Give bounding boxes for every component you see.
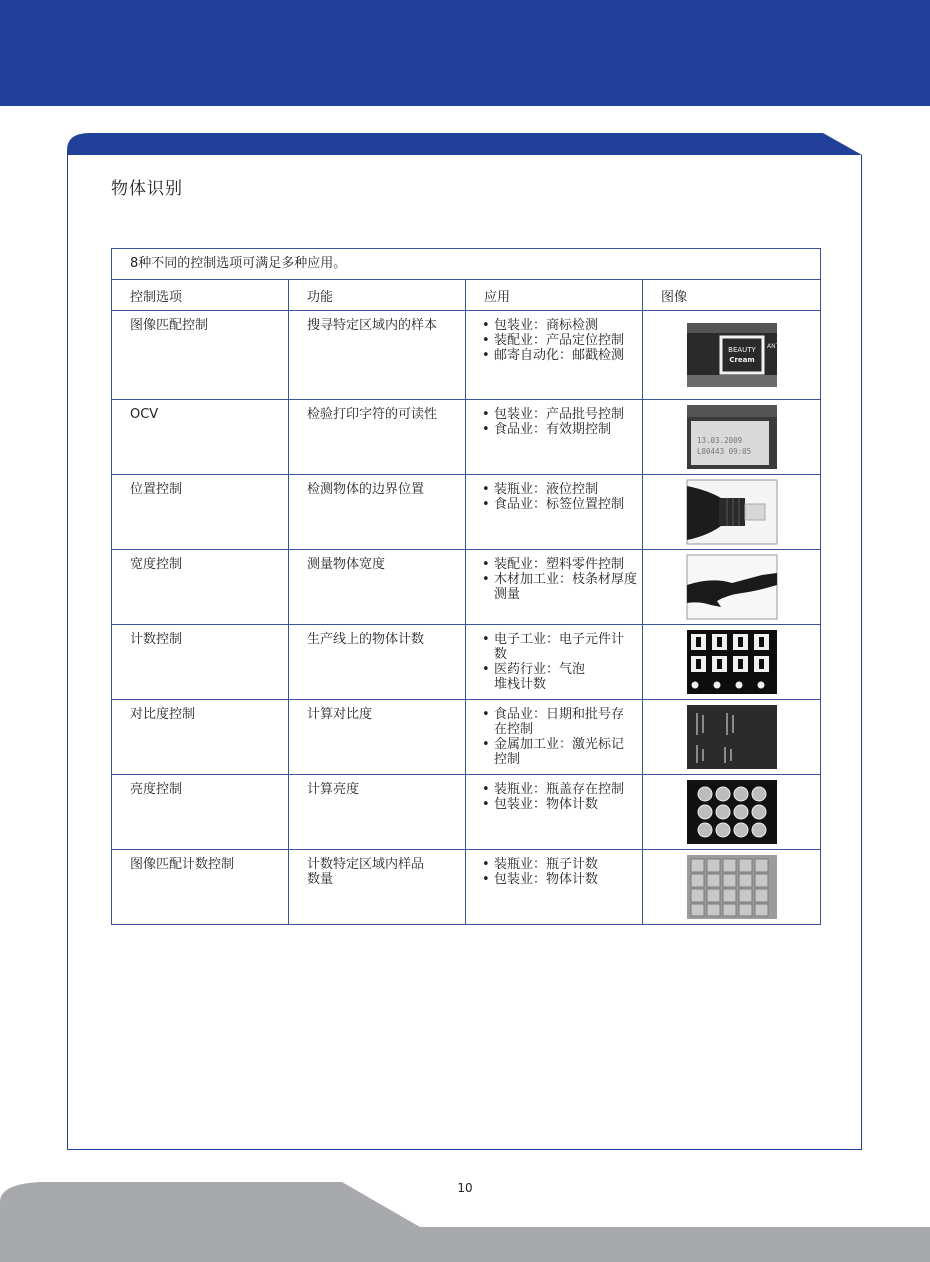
function-cell: 生产线上的物体计数 <box>307 632 425 647</box>
list-item: • 邮寄自动化：邮戳检测 <box>482 348 642 363</box>
table-caption-row <box>112 249 821 280</box>
header-image: 图像 <box>643 280 821 311</box>
image-label: ANT <box>766 343 779 350</box>
list-item: • 装瓶业：液位控制 <box>482 482 642 497</box>
application-list <box>466 550 642 602</box>
option-cell: 宽度控制 <box>130 557 183 572</box>
application-list <box>466 625 642 692</box>
list-item: • 装配业：产品定位控制 <box>482 333 642 348</box>
list-item: • 电子工业：电子元件计数 <box>482 632 629 662</box>
list-item: • 装瓶业：瓶子计数 <box>482 857 642 872</box>
application-list <box>466 700 642 767</box>
image-label: L80443 09:05 <box>696 447 751 456</box>
header-option: 控制选项 <box>112 280 289 311</box>
counting-image <box>687 630 777 694</box>
function-cell: 计算亮度 <box>307 782 360 797</box>
option-cell: 图像匹配计数控制 <box>130 857 235 872</box>
application-list <box>466 775 642 812</box>
header-application: 应用 <box>466 280 643 311</box>
table-row <box>112 475 821 550</box>
header-function: 功能 <box>289 280 466 311</box>
list-item: • 食品业：有效期控制 <box>482 422 642 437</box>
section-tab <box>0 0 930 170</box>
function-cell: 检验打印字符的可读性 <box>307 407 438 422</box>
list-item: • 食品业：标签位置控制 <box>482 497 642 512</box>
function-cell: 计算对比度 <box>307 707 373 722</box>
table-header-row <box>112 280 821 311</box>
image-label: Cream <box>728 356 755 364</box>
function-cell: 搜寻特定区域内的样本 <box>307 318 438 333</box>
list-item: • 食品业：日期和批号存在控制 <box>482 707 629 737</box>
list-item: • 金属加工业：激光标记控制 <box>482 737 629 767</box>
ocv-image <box>687 405 777 469</box>
page-number: 10 <box>457 1181 473 1195</box>
table-row <box>112 625 821 700</box>
table-row <box>112 775 821 850</box>
table-row <box>112 850 821 925</box>
list-item: • 包装业：物体计数 <box>482 872 642 887</box>
pattern-match-image <box>687 322 777 388</box>
width-image <box>687 555 777 619</box>
application-list <box>466 400 642 437</box>
function-cell: 检测物体的边界位置 <box>307 482 425 497</box>
list-item: • 木材加工业：枝条材厚度测量 <box>482 572 642 602</box>
list-item: • 包装业：产品批号控制 <box>482 407 642 422</box>
option-cell: 图像匹配控制 <box>130 318 209 333</box>
list-item: • 包装业：物体计数 <box>482 797 642 812</box>
table-caption: 8种不同的控制选项可满足多种应用。 <box>112 249 821 280</box>
list-item: • 装配业：塑料零件控制 <box>482 557 642 572</box>
list-item: • 包装业：商标检测 <box>482 318 642 333</box>
table-row <box>112 400 821 475</box>
object-recognition-table <box>111 248 821 925</box>
function-line: 计数特定区域内样品 <box>307 857 425 872</box>
contrast-image <box>687 705 777 769</box>
function-line: 数量 <box>307 872 334 887</box>
table-row <box>112 311 821 400</box>
function-cell: 测量物体宽度 <box>307 557 386 572</box>
brightness-image <box>687 780 777 844</box>
application-list <box>466 850 642 887</box>
list-item: • 装瓶业：瓶盖存在控制 <box>482 782 642 797</box>
list-item: • 医药行业：气泡堆栈计数 <box>482 662 594 692</box>
function-cell <box>289 850 465 887</box>
option-cell: 计数控制 <box>130 632 183 647</box>
image-label: BEAUTY <box>727 346 756 354</box>
section-title: 物体识别 <box>111 179 183 199</box>
option-cell: 对比度控制 <box>130 707 196 722</box>
application-list <box>466 475 642 512</box>
table-row <box>112 700 821 775</box>
application-list <box>466 311 642 363</box>
option-cell: 亮度控制 <box>130 782 183 797</box>
option-cell: 位置控制 <box>130 482 183 497</box>
pattern-count-image <box>687 855 777 919</box>
image-label: 13.03.2009 <box>696 436 742 445</box>
position-image <box>687 480 777 544</box>
option-cell: OCV <box>130 407 159 422</box>
table-row <box>112 550 821 625</box>
